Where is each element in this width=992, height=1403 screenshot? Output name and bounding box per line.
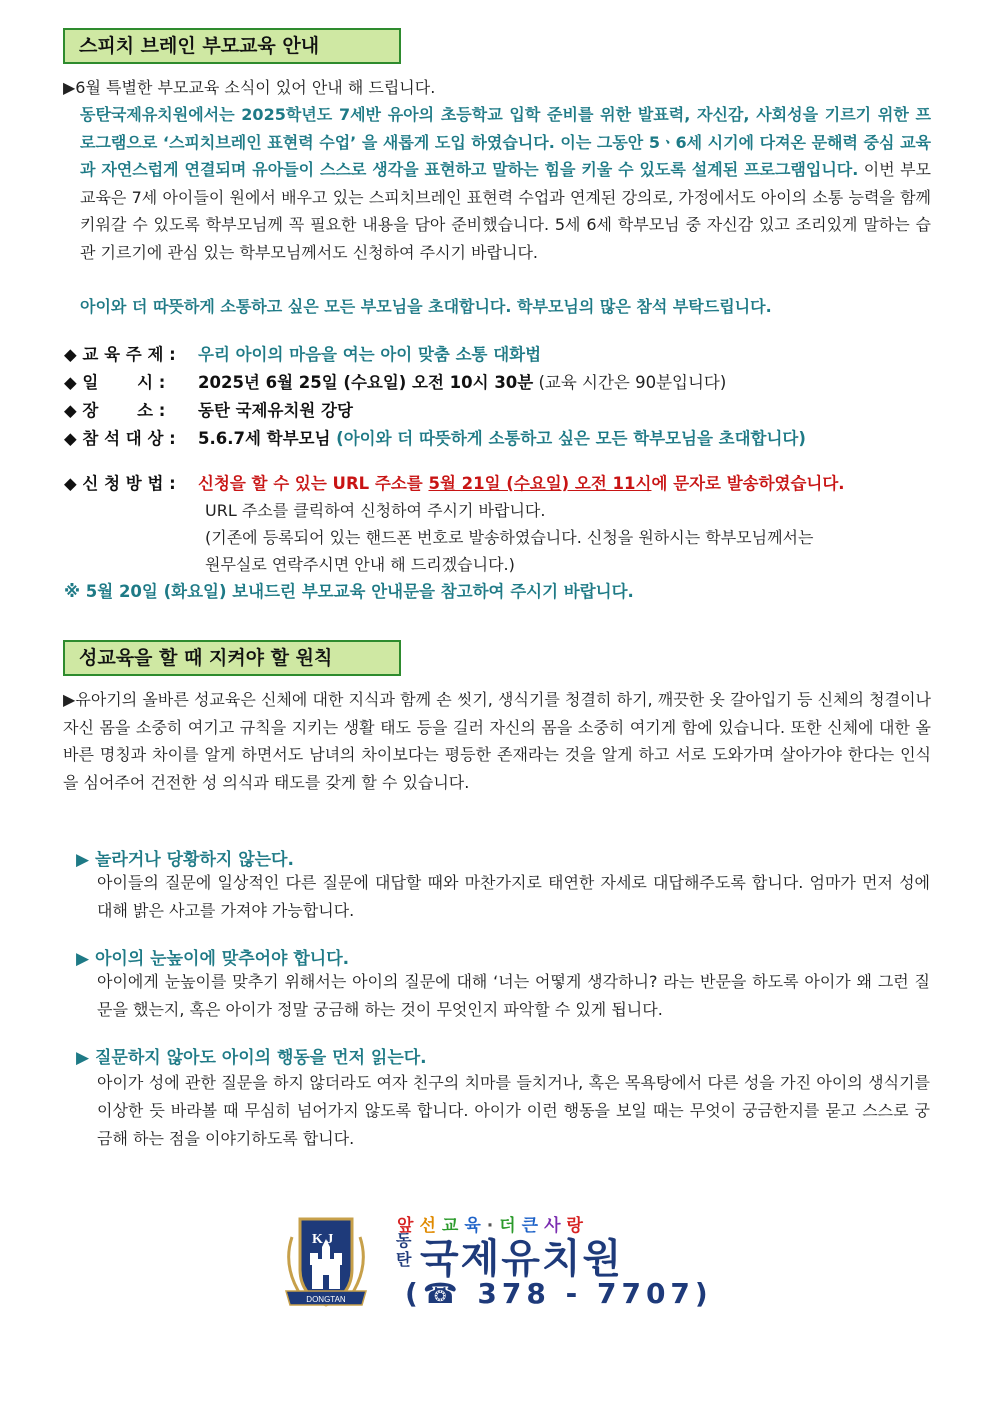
slogan-char: 선 (419, 1216, 442, 1236)
apply-line-3: (기존에 등록되어 있는 핸드폰 번호로 발송하였습니다. 신청을 원하시는 학부모님께서는 (205, 528, 814, 547)
speech-body: 이번 부모교육은 7세 아이들이 원에서 배우고 있는 스피치브레인 표현력 수업과 연계된 강의로, 가정에서도 아이의 소통 능력을 함께 키워갈 수 있도록 학부모님께 꼭 필요한 내용을 담아 준비했습니다. 5세 6세 학부모님 중 자신감 있고 조리있게 말하는 습관 기르기에 관심 있는 학부모님께서도 신청하여 주시기 바랍니다. (80, 160, 932, 262)
emblem-ribbon: DONGTAN (306, 1295, 346, 1304)
detail-target-extra: (아이와 더 따뜻하게 소통하고 싶은 모든 학부모님을 초대합니다) (330, 429, 806, 448)
school-name: 국제유치원 (420, 1236, 624, 1282)
detail-datetime-extra: (교육 시간은 90분입니다) (533, 373, 727, 392)
emblem-letters: K J (312, 1232, 334, 1247)
detail-target-value: 5.6.7세 학부모님 (198, 429, 331, 448)
detail-place (64, 397, 353, 421)
detail-apply-label: ◆ 신 청 방 법 : (64, 474, 176, 493)
speech-highlight: 동탄국제유치원에서는 2025학년도 7세반 유아의 초등학교 입학 준비를 위한 발표력, 자신감, 사회성을 기르기 위한 프로그램으로 ‘스피치브레인 표현력 수업’ 을 새롭게 도입 하였습니다. 이는 그동안 5ㆍ6세 시기에 다져온 문해력 중심 교육과 자연스럽게 연결되며 유아들이 스스로 생각을 표현하고 말하는 힘을 키울 수 있도록 설계된 프로그램입니다. (80, 105, 931, 179)
apply-deadline: 5월 21일 (수요일) 오전 11시 (428, 474, 652, 493)
principle-3-head: ▶ 질문하지 않아도 아이의 행동을 먼저 읽는다. (76, 1048, 427, 1068)
apply-text-3: 에 문자로 발송하였습니다. (651, 474, 845, 493)
school-prefix: 동탄 (396, 1231, 412, 1269)
speech-invitation: 아이와 더 따뜻하게 소통하고 싶은 모든 부모님을 초대합니다. 학부모님의 많은 참석 부탁드립니다. (80, 297, 772, 316)
principle-3-body: 아이가 성에 관한 질문을 하지 않더라도 여자 친구의 치마를 들치거나, 혹은 목욕탕에서 다른 성을 가진 아이의 생식기를 이상한 듯 바라볼 때 무심히 넘어가지 않도록 합니다. 아이가 이런 행동을 보일 때는 무엇이 궁금한지를 묻고 스스로 궁금해 하는 점을 이야기하도록 합니다. (97, 1073, 930, 1148)
detail-datetime-value: 2025년 6월 25일 (수요일) 오전 10시 30분 (198, 373, 534, 392)
slogan-char: 큰 (521, 1216, 545, 1236)
slogan-char: 더 (499, 1216, 522, 1236)
phone-number: (☎ 378 - 7707) (405, 1277, 713, 1310)
school-logo (272, 1207, 722, 1317)
principle-1-head: ▶ 놀라거나 당황하지 않는다. (76, 850, 294, 870)
detail-target (64, 425, 806, 449)
detail-topic (64, 341, 541, 365)
section-title-speech-brain: 스피치 브레인 부모교육 안내 (63, 28, 401, 64)
sex-education-intro (63, 686, 931, 796)
slogan-char: 교 (441, 1216, 465, 1236)
principle-2-body: 아이에게 눈높이를 맞추기 위해서는 아이의 질문에 대해 ‘너는 어떻게 생각하니? 라는 반문을 하도록 아이가 왜 그런 질문을 했는지, 혹은 아이가 정말 궁금해 하는 것이 무엇인지 파악할 수 있게 됩니다. (97, 972, 930, 1019)
detail-target-label: ◆ 참 석 대 상 : (64, 429, 176, 448)
detail-place-label: ◆ 장 소 : (64, 401, 166, 420)
sex-education-intro-text: ▶유아기의 올바른 성교육은 신체에 대한 지식과 함께 손 씻기, 생식기를 청결히 하기, 깨끗한 옷 갈아입기 등 신체의 청결이나 자신 몸을 소중히 여기고 규칙을 지키는 생활 태도 등을 길러 자신의 몸을 소중히 여기게 함에 있습니다. 또한 신체에 대한 올바른 명칭과 차이를 알게 하면서도 남녀의 차이보다는 평등한 존재라는 것을 알게 하고 서로 도와가며 살아가야 한다는 인식을 심어주어 건전한 성 의식과 태도를 갖게 할 수 있습니다. (63, 690, 931, 792)
apply-line-4: 원무실로 연락주시면 안내 해 드리겠습니다.) (205, 555, 515, 574)
detail-datetime (64, 369, 726, 393)
slogan-char: 사 (544, 1216, 567, 1236)
principle-2-head: ▶ 아이의 눈높이에 맞추어야 합니다. (76, 949, 350, 969)
slogan-char: 앞 (397, 1216, 420, 1236)
detail-topic-label: ◆ 교 육 주 제 : (64, 345, 176, 364)
detail-topic-value: 우리 아이의 마음을 여는 아이 맞춤 소통 대화법 (198, 345, 542, 364)
detail-apply (64, 470, 845, 494)
speech-description (80, 101, 931, 266)
slogan-char: 랑 (566, 1216, 589, 1236)
principle-1-body: 아이들의 질문에 일상적인 다른 질문에 대답할 때와 마찬가지로 태연한 자세로 대답해주도록 합니다. 엄마가 먼저 성에 대해 밝은 사고를 가져야 가능합니다. (97, 873, 930, 920)
slogan-char: 육 (464, 1216, 487, 1236)
apply-text-1: 신청을 할 수 있는 URL 주소를 (198, 474, 429, 493)
section-title-sex-education: 성교육을 할 때 지켜야 할 원칙 (63, 640, 401, 676)
speech-intro: ▶6월 특별한 부모교육 소식이 있어 안내 해 드립니다. (63, 78, 436, 97)
slogan-char: · (486, 1216, 500, 1236)
detail-datetime-label: ◆ 일 시 : (64, 373, 166, 392)
detail-place-value: 동탄 국제유치원 강당 (198, 401, 353, 420)
speech-note: ※ 5월 20일 (화요일) 보내드린 부모교육 안내문을 참고하여 주시기 바랍니다. (64, 582, 634, 601)
apply-line-2: URL 주소를 클릭하여 신청하여 주시기 바랍니다. (205, 501, 546, 520)
